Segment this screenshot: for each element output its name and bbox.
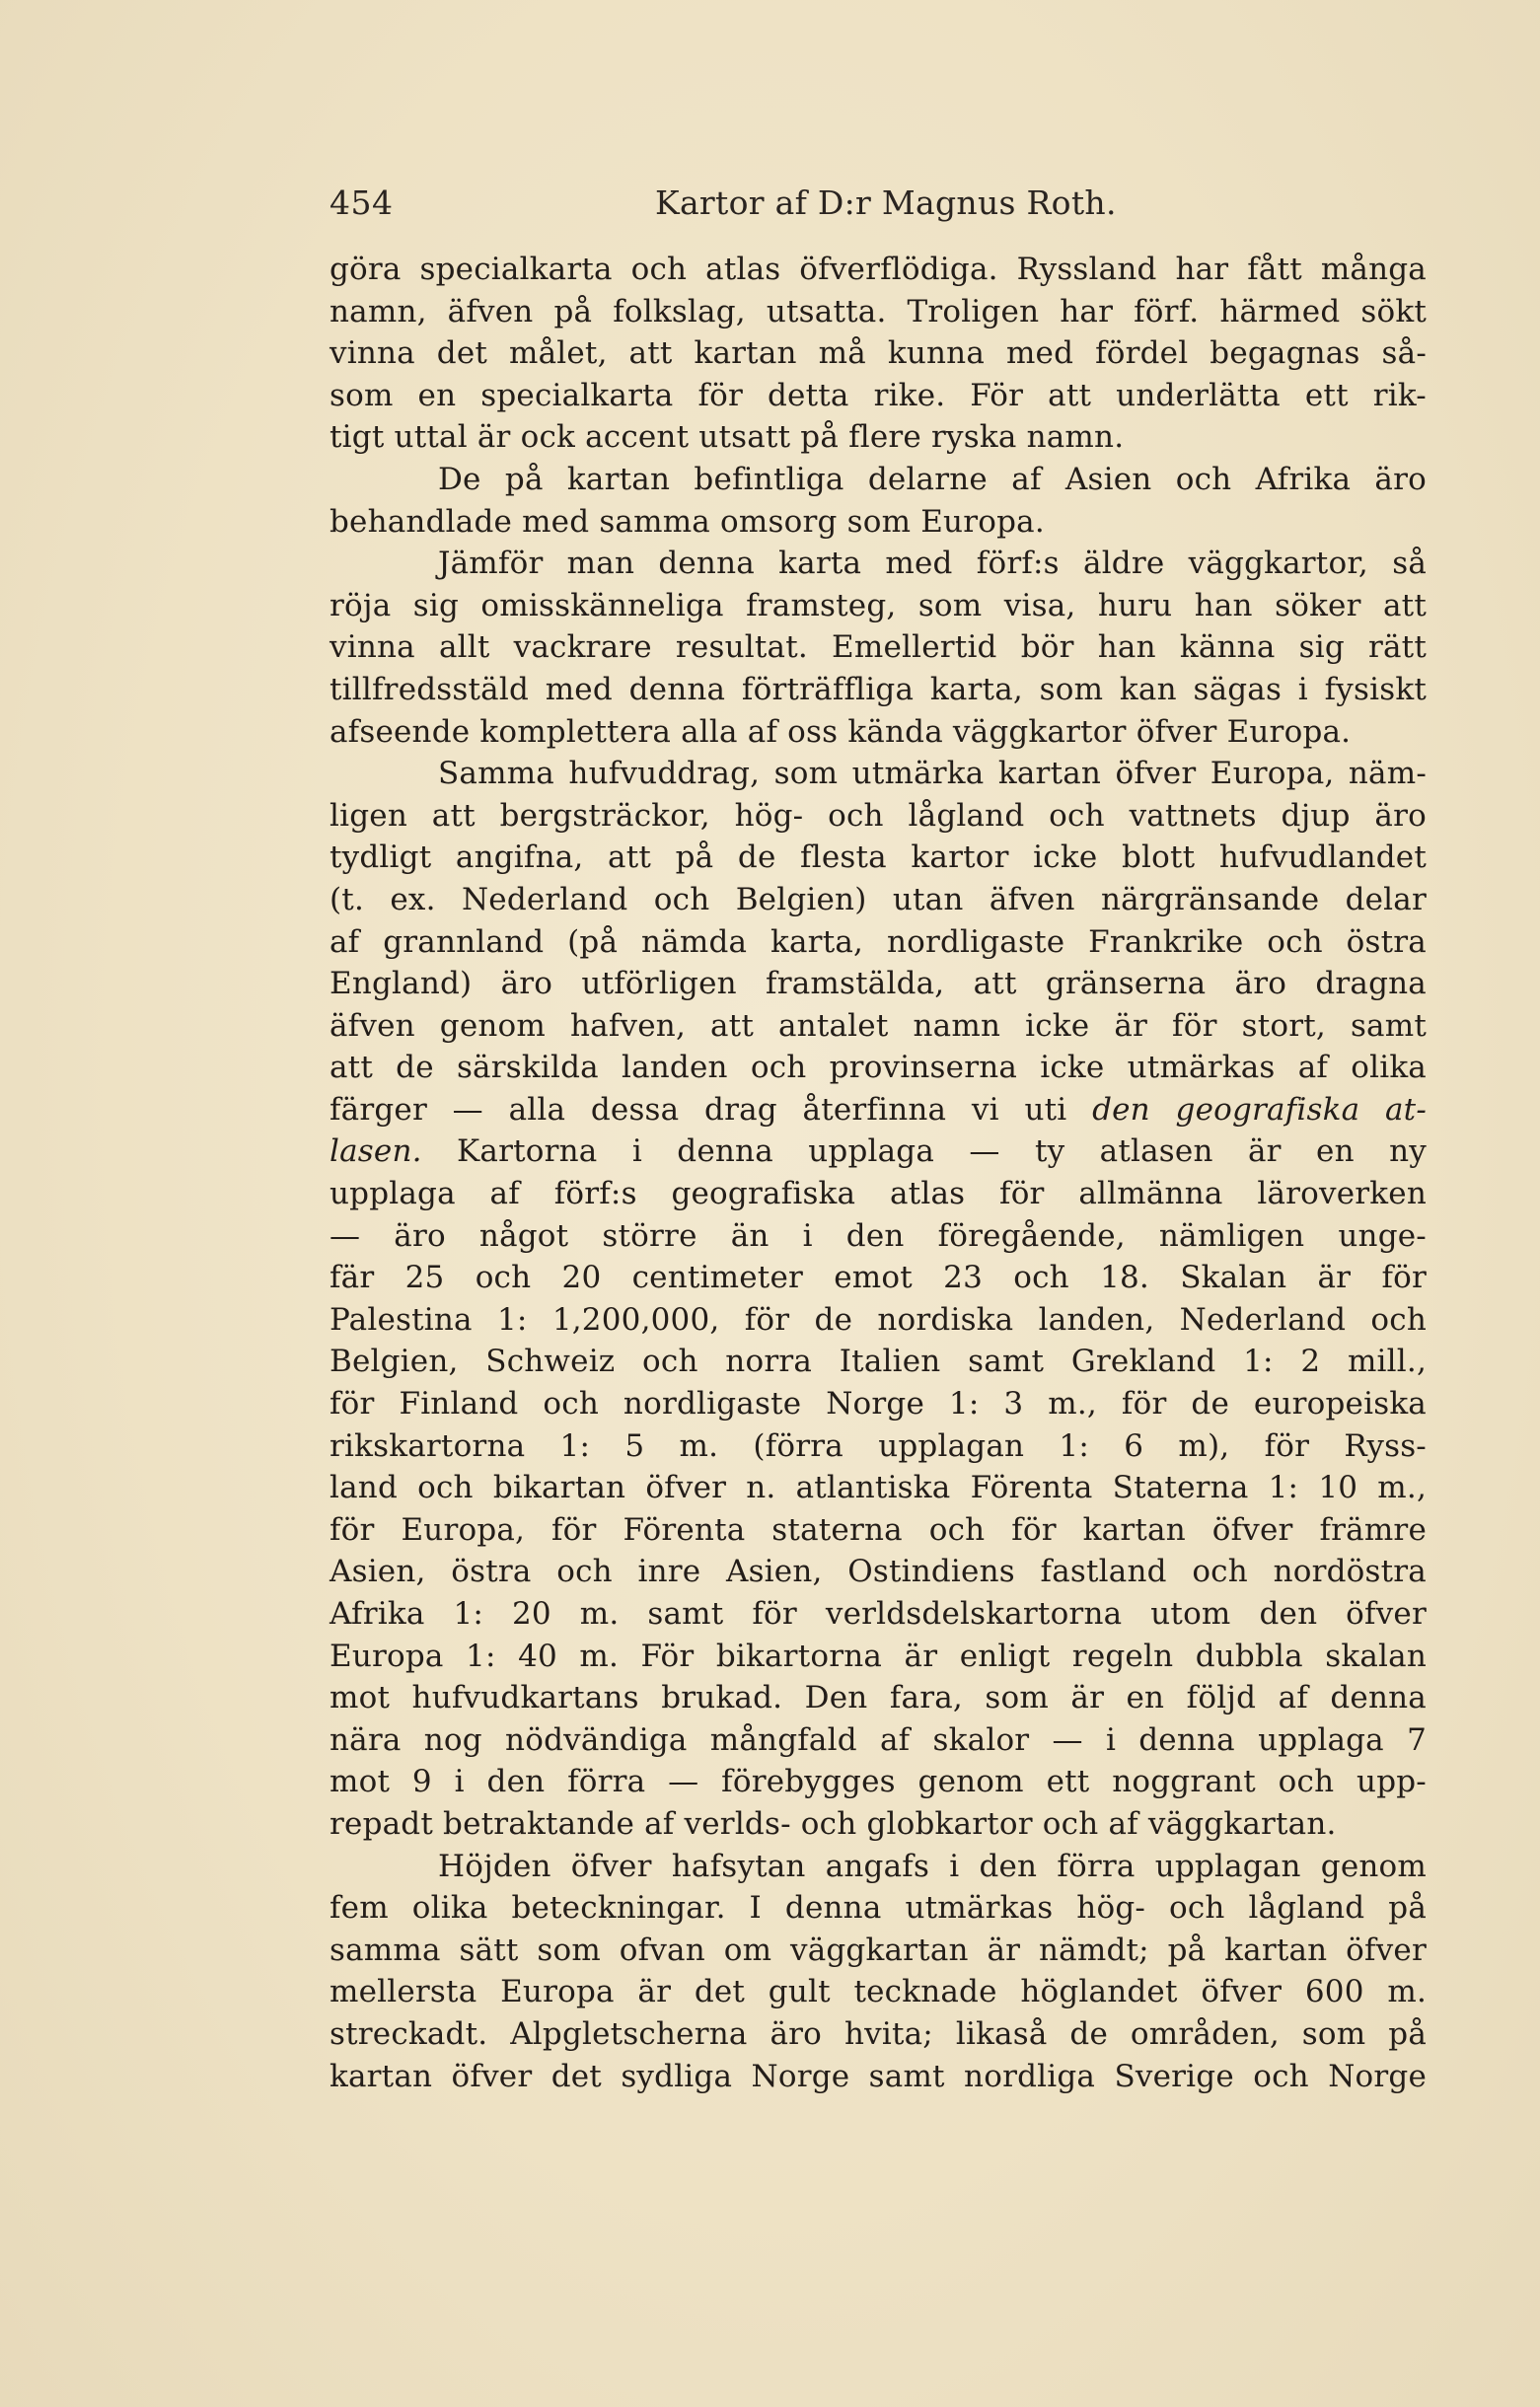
text-line: Asien, östra och inre Asien, Ostindiens fastland och nordöstra [330, 1554, 1427, 1590]
text-line: streckadt. Alpgletscherna äro hvita; likaså de områden, som på [330, 2015, 1427, 2052]
text-line: vinna allt vackrare resultat. Emellertid bör han känna sig rätt [330, 629, 1427, 666]
text-line: Europa 1: 40 m. För bikartorna är enligt regeln dubbla skalan [330, 1638, 1427, 1674]
text-line: tigt uttal är ock accent utsatt på flere ryska namn. [330, 419, 1125, 456]
text-line: Samma hufvuddrag, som utmärka kartan öfver Europa, näm- [438, 756, 1427, 792]
text-line: (t. ex. Nederland och Belgien) utan äfven närgränsande delar [330, 881, 1427, 917]
text-line: repadt betraktande af verlds- och globkartor och af väggkartan. [330, 1805, 1337, 1842]
text-line: tydligt angifna, att på de flesta kartor icke blott hufvudlandet [330, 839, 1427, 876]
text-line: Afrika 1: 20 m. samt för verldsdelskartorna utom den öfver [330, 1596, 1427, 1632]
page-number: 454 [330, 183, 394, 222]
text-line: kartan öfver det sydliga Norge samt nordliga Sverige och Norge [330, 2058, 1427, 2094]
text-line: mellersta Europa är det gult tecknade höglandet öfver 600 m. [330, 1974, 1427, 2010]
text-line: nära nog nödvändiga mångfald af skalor — i denna upplaga 7 [330, 1721, 1427, 1758]
running-title: Kartor af D:r Magnus Roth. [655, 183, 1117, 222]
text-line: Höjden öfver hafsytan angafs i den förra upplagan genom [438, 1848, 1427, 1884]
text-line: ligen att bergsträckor, hög- och lågland och vattnets djup äro [330, 797, 1427, 834]
text-line [330, 1089, 1427, 1131]
text-line: tillfredsstäld med denna förträffliga karta, som kan sägas i fysiskt [330, 671, 1427, 707]
text-line: af grannland (på nämda karta, nordligaste Frankrike och östra [330, 923, 1427, 960]
text-line: — äro något större än i den föregående, nämligen unge- [330, 1217, 1427, 1254]
text-line: vinna det målet, att kartan må kunna med fördel begagnas så- [330, 335, 1427, 372]
text-line: för Europa, för Förenta staterna och för kartan öfver främre [330, 1511, 1427, 1548]
page-header [330, 183, 1427, 233]
text-line: De på kartan befintliga delarne af Asien och Afrika äro [438, 461, 1427, 497]
text-line: Jämför man denna karta med förf:s äldre väggkartor, så [438, 546, 1427, 582]
body-text [330, 249, 1427, 2097]
text-line: namn, äfven på folkslag, utsatta. Troligen har förf. härmed sökt [330, 293, 1427, 329]
text-line: som en specialkarta för detta rike. För att underlätta ett rik- [330, 377, 1427, 413]
italic-title: lasen. [330, 1133, 422, 1170]
text-line: behandlade med samma omsorg som Europa. [330, 503, 1045, 540]
text-line: fem olika beteckningar. I denna utmärkas hög- och lågland på [330, 1890, 1427, 1927]
text-line: äfven genom hafven, att antalet namn icke är för stort, samt [330, 1007, 1427, 1044]
text-line: fär 25 och 20 centimeter emot 23 och 18. Skalan är för [330, 1260, 1427, 1296]
text-line: Palestina 1: 1,200,000, för de nordiska landen, Nederland och [330, 1301, 1427, 1338]
italic-title: den geografiska at- [1092, 1091, 1427, 1128]
text-line: mot 9 i den förra — förebygges genom ett noggrant och upp- [330, 1764, 1427, 1800]
text-line [330, 1131, 1427, 1173]
text-line: rikskartorna 1: 5 m. (förra upplagan 1: 6 m), för Ryss- [330, 1427, 1427, 1464]
text-line: att de särskilda landen och provinserna icke utmärkas af olika [330, 1050, 1427, 1086]
text-line: Belgien, Schweiz och norra Italien samt Grekland 1: 2 mill., [330, 1344, 1427, 1380]
text-line: England) äro utförligen framstälda, att gränserna äro dragna [330, 966, 1427, 1002]
text-line: röja sig omisskänneliga framsteg, som visa, huru han söker att [330, 587, 1427, 623]
text-segment: Kartorna i denna upplaga — ty atlasen är en ny [421, 1133, 1427, 1170]
text-line: land och bikartan öfver n. atlantiska Förenta Staterna 1: 10 m., [330, 1470, 1427, 1506]
text-line: mot hufvudkartans brukad. Den fara, som är en följd af denna [330, 1680, 1427, 1716]
text-line: göra specialkarta och atlas öfverflödiga. Ryssland har fått många [330, 252, 1427, 287]
text-line: upplaga af förf:s geografiska atlas för allmänna läroverken [330, 1176, 1427, 1212]
text-line: afseende komplettera alla af oss kända väggkartor öfver Europa. [330, 713, 1352, 750]
text-line: för Finland och nordligaste Norge 1: 3 m., för de europeiska [330, 1386, 1427, 1422]
text-segment: färger — alla dessa drag återfinna vi uti [330, 1091, 1093, 1128]
text-line: samma sätt som ofvan om väggkartan är nämdt; på kartan öfver [330, 1932, 1427, 1968]
